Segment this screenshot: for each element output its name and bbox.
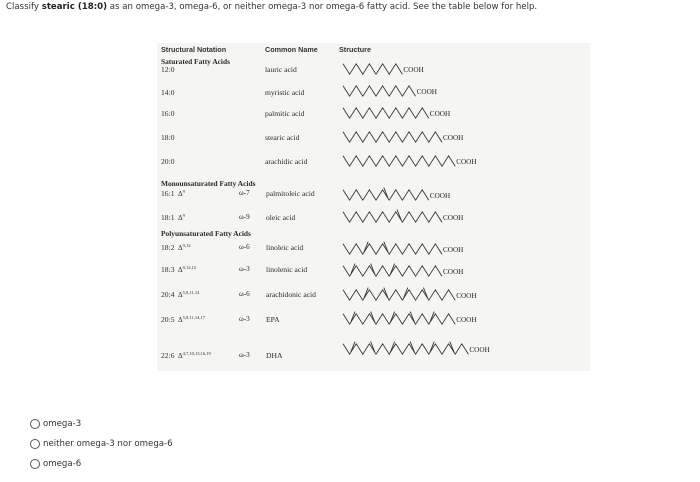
row-common-name: lauric acid — [265, 65, 297, 74]
cooh-label: COOH — [456, 158, 477, 167]
cooh-label: COOH — [456, 292, 477, 301]
delta-symbol: Δ — [178, 316, 183, 324]
option-omega-6-label: omega-6 — [43, 459, 82, 469]
row-common-name: EPA — [266, 315, 280, 324]
question-acid: stearic (18:0) — [41, 2, 108, 12]
delta-symbol: Δ — [178, 190, 183, 198]
delta-positions: 9 — [182, 189, 185, 194]
row-common-name: linoleic acid — [266, 243, 304, 252]
radio-omega-6[interactable] — [30, 459, 40, 469]
row-notation: 18:2 — [161, 243, 175, 252]
fatty-acid-table — [157, 43, 590, 371]
cooh-label: COOH — [469, 346, 490, 355]
cooh-label: COOH — [429, 110, 451, 119]
section-polyunsaturated: Polyunsaturated Fatty Acids — [161, 229, 251, 238]
delta-symbol: Δ — [178, 266, 183, 274]
carbon-chain — [343, 86, 416, 96]
question-text — [6, 2, 696, 12]
row-common-name: DHA — [266, 351, 283, 360]
header-common-name: Common Name — [265, 45, 318, 54]
header-notation: Structural Notation — [161, 45, 227, 54]
option-omega-3[interactable] — [30, 417, 81, 431]
row-notation: 14:0 — [161, 88, 175, 97]
row-notation: 18:1 — [161, 213, 175, 222]
row-notation: 20:5 — [161, 315, 175, 324]
delta-positions: 9 — [182, 213, 185, 218]
delta-symbol: Δ — [178, 214, 183, 222]
row-omega: ω-3 — [239, 315, 250, 323]
delta-symbol: Δ — [178, 291, 183, 299]
row-common-name: palmitic acid — [265, 109, 305, 118]
row-common-name: arachidonic acid — [266, 290, 316, 299]
cooh-label: COOH — [456, 316, 477, 325]
row-notation: 16:1 — [161, 189, 175, 198]
cooh-label: COOH — [429, 192, 451, 201]
row-common-name: linolenic acid — [266, 265, 308, 274]
row-common-name: arachidic acid — [265, 157, 308, 166]
carbon-chain — [343, 344, 468, 354]
row-omega: ω-3 — [239, 265, 250, 273]
row-notation: 18:3 — [161, 265, 175, 274]
cooh-label: COOH — [443, 268, 464, 277]
option-neither-label: neither omega-3 nor omega-6 — [43, 439, 173, 449]
delta-positions: 5,8,11,14 — [182, 290, 200, 295]
row-notation: 22:6 — [161, 351, 175, 360]
radio-omega-3[interactable] — [30, 419, 40, 429]
radio-neither[interactable] — [30, 439, 40, 449]
row-omega: ω-9 — [239, 213, 250, 221]
carbon-chain — [343, 290, 455, 300]
question-prefix: Classify — [6, 2, 42, 12]
section-monounsaturated: Monounsaturated Fatty Acids — [161, 179, 256, 188]
row-omega: ω-3 — [239, 351, 250, 359]
structure-diagrams — [157, 43, 590, 371]
row-common-name: oleic acid — [266, 213, 296, 222]
cooh-label: COOH — [443, 246, 464, 255]
delta-positions: 5,8,11,14,17 — [182, 315, 205, 320]
carbon-chain — [343, 266, 442, 276]
carbon-chain — [343, 244, 442, 254]
row-notation: 20:4 — [161, 290, 175, 299]
row-notation: 18:0 — [161, 133, 175, 142]
header-structure: Structure — [339, 45, 371, 54]
carbon-chain — [343, 132, 442, 142]
row-notation: 12:0 — [161, 65, 175, 74]
carbon-chain — [343, 190, 429, 200]
delta-symbol: Δ — [178, 244, 183, 252]
cooh-label: COOH — [416, 88, 437, 97]
carbon-chain — [343, 212, 442, 222]
delta-symbol: Δ — [178, 352, 183, 360]
carbon-chain — [343, 156, 455, 166]
row-common-name: stearic acid — [265, 133, 300, 142]
row-notation: 20:0 — [161, 157, 175, 166]
cooh-label: COOH — [443, 134, 464, 143]
row-common-name: myristic acid — [265, 88, 305, 97]
option-neither[interactable] — [30, 437, 173, 451]
carbon-chain — [343, 108, 429, 118]
delta-positions: 9,12 — [182, 243, 191, 248]
carbon-chain — [343, 314, 455, 324]
row-common-name: palmitoleic acid — [266, 189, 315, 198]
carbon-chain — [343, 64, 402, 74]
row-omega: ω-6 — [239, 290, 250, 298]
option-omega-6[interactable] — [30, 457, 81, 471]
delta-positions: 9,12,15 — [182, 265, 197, 270]
option-omega-3-label: omega-3 — [43, 419, 82, 429]
section-saturated: Saturated Fatty Acids — [161, 57, 230, 66]
question-suffix: as an omega-3, omega-6, or neither omega-3 nor omega-6 fatty acid. See the table below for help. — [107, 2, 538, 12]
row-notation: 16:0 — [161, 109, 175, 118]
row-omega: ω-6 — [239, 243, 250, 251]
cooh-label: COOH — [443, 214, 464, 223]
cooh-label: COOH — [403, 66, 424, 75]
delta-positions: 4,7,10,13,16,19 — [182, 351, 211, 356]
row-omega: ω-7 — [239, 189, 250, 197]
